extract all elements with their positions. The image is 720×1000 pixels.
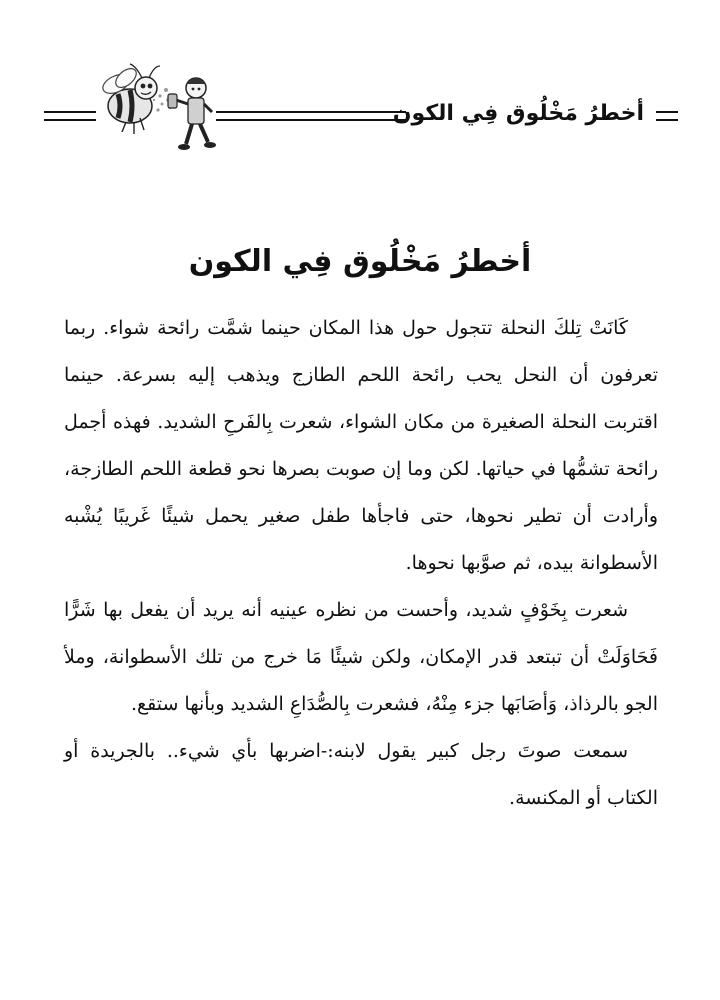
bee-and-boy-with-spray-icon (96, 58, 220, 158)
paragraph: شعرت بِخَوْفٍ شديد، وأحست من نظره عينيه أنه يريد أن يفعل بها شَرًّا فَحَاوَلَتْ أن تبتعد قدر الإمكان، ولكن شيئًا مَا خرج من تلك الأسطوانة، وملأ الجو بالرذاذ، وَأصَابَها جزء مِنْهُ، فشعرت بِالصُّدَاعِ الشديد وبأنها ستقع. (64, 599, 658, 715)
running-header (44, 58, 678, 158)
paragraph: سمعت صوتَ رجل كبير يقول لابنه:-اضربها بأي شيء.. بالجريدة أو الكتاب أو المكنسة. (64, 740, 658, 809)
paragraph: كَانَتْ تِلكَ النحلة تتجول حول هذا المكان حينما شمَّت رائحة شواء. ربما تعرفون أن النحل يحب رائحة اللحم الطازج ويذهب إليه بسرعة. حينما اقتربت النحلة الصغيرة من مكان الشواء، شعرت بِالفَرحِ الشديد. فهذه أجمل رائحة تشمُّها في حياتها. لكن وما إن صوبت بصرها نحو قطعة اللحم الطازجة، وأرادت أن تطير نحوها، حتى فاجأها طفل صغير يحمل شيئًا غَريبًا يُشْبه الأسطوانة بيده، ثم صوَّبها نحوها. (64, 317, 658, 574)
chapter-title: أخطرُ مَخْلُوق فِي الكون (188, 244, 532, 280)
header-rule-middle (216, 111, 406, 121)
header-rule-right (656, 111, 678, 121)
header-rule-left (44, 111, 96, 121)
running-header-title: أخطرُ مَخْلُوق فِي الكون (387, 100, 650, 128)
story-body (64, 305, 658, 822)
